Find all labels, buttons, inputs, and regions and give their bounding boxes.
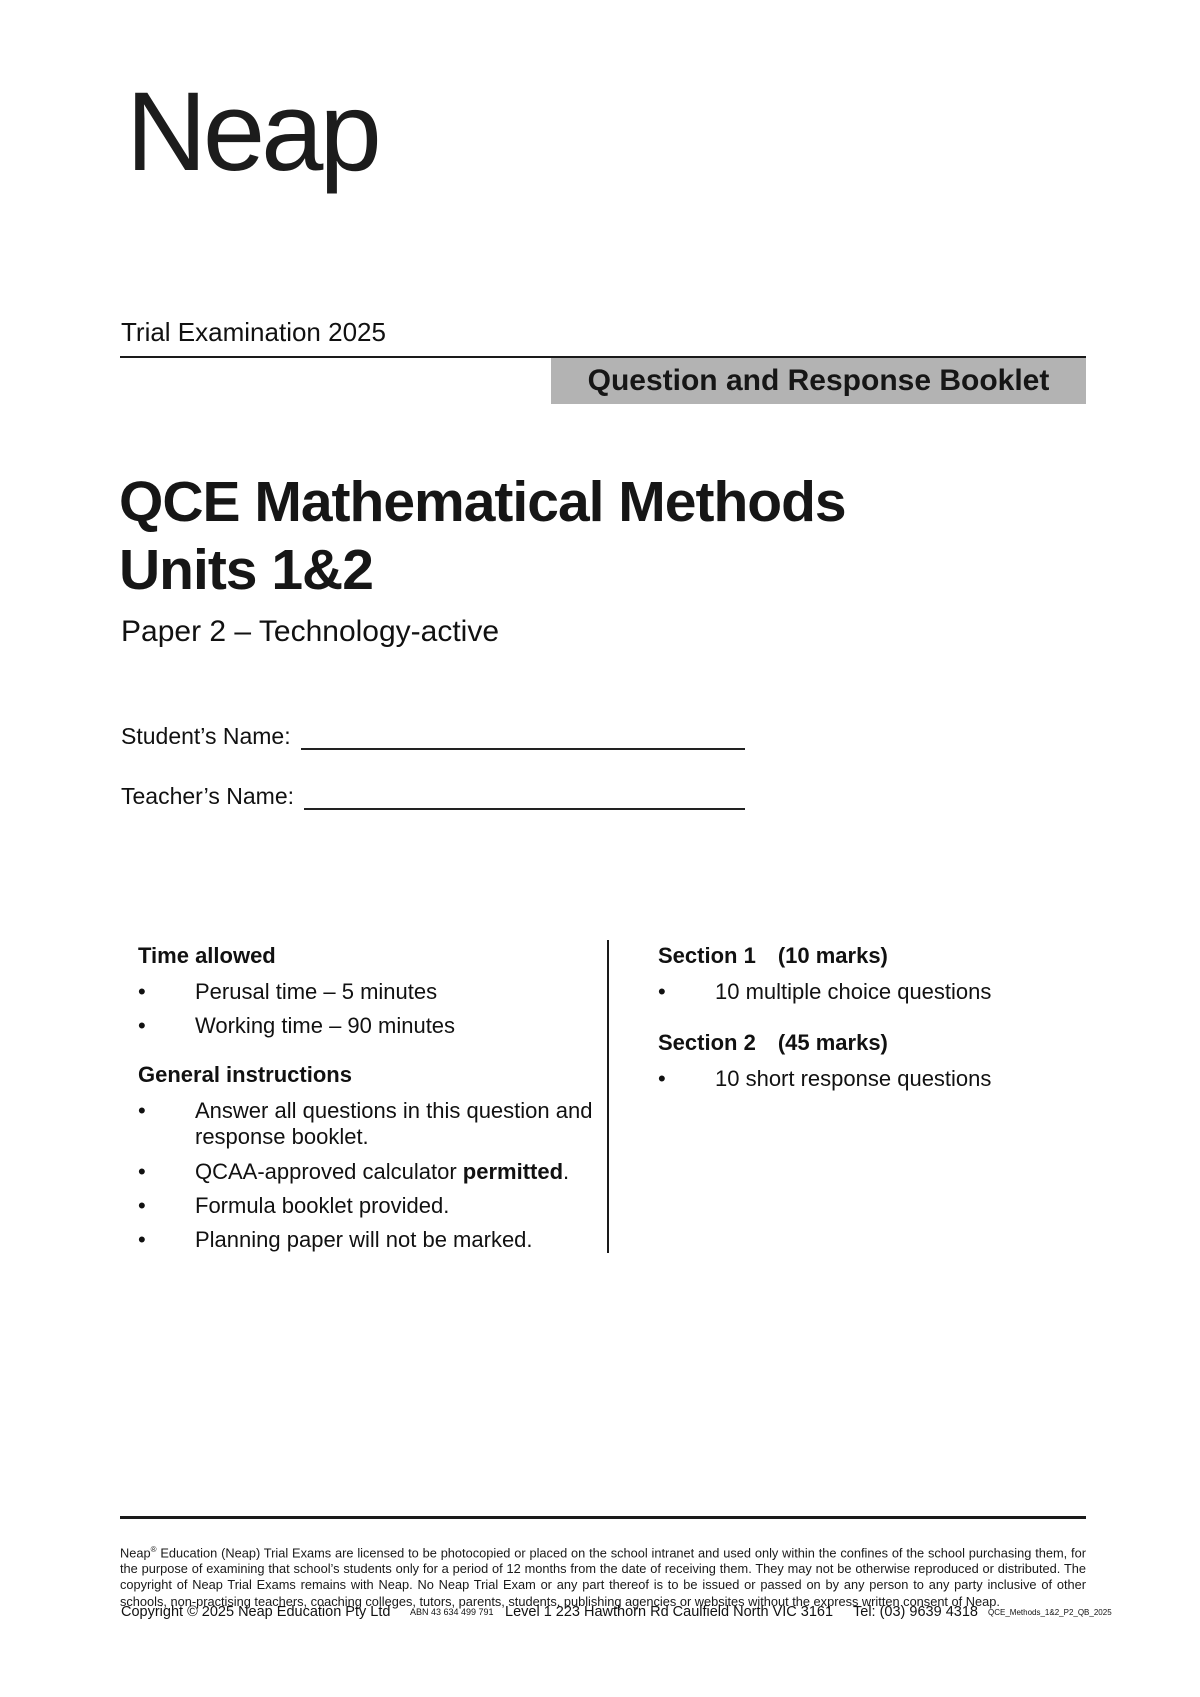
exam-title bbox=[119, 468, 846, 604]
exam-series-title: Trial Examination 2025 bbox=[121, 317, 386, 347]
section-2-heading bbox=[658, 1029, 1098, 1057]
teacher-name-field bbox=[121, 780, 745, 810]
list-item bbox=[138, 1159, 593, 1185]
bullet-icon: • bbox=[138, 1013, 146, 1038]
list-item bbox=[138, 1193, 593, 1219]
section-2-item: 10 short response questions bbox=[715, 1066, 992, 1091]
section-2-marks: (45 marks) bbox=[777, 1030, 888, 1055]
calculator-text: QCAA-approved calculator bbox=[195, 1159, 463, 1184]
list-item bbox=[138, 1013, 593, 1039]
footer-rule bbox=[120, 1516, 1086, 1519]
abn-text: ABN 43 634 499 791 bbox=[410, 1607, 494, 1617]
section-2-title: Section 2 bbox=[658, 1030, 756, 1055]
calculator-permitted-bold: permitted bbox=[462, 1159, 564, 1184]
general-instructions-heading: General instructions bbox=[138, 1062, 352, 1087]
student-name-field bbox=[121, 720, 745, 750]
instructions-right-column bbox=[658, 942, 1098, 1092]
bullet-icon: • bbox=[658, 979, 666, 1004]
copyright-row bbox=[0, 1596, 1200, 1622]
license-text: Education (Neap) Trial Exams are licensed to be photocopied or placed on the school intranet and used only within the confines of the school purchasing them, for the purpose of examining that school’s students only for a period of 12 months from the date of receiving them. They may not be otherwise reproduced or distributed. The copyright of Neap Trial Exams remains with Neap. No Neap Trial Exam or any part thereof is to be issued or passed on by any person to any party inclusive of other schools, non-practising teachers, coaching colleges, tutors, parents, students, publishing agencies or websites without the express written consent of Neap. bbox=[120, 1545, 1086, 1609]
paper-subtitle: Paper 2 – Technology-active bbox=[121, 615, 500, 648]
teacher-name-line[interactable] bbox=[304, 782, 745, 810]
section-1-item: 10 multiple choice questions bbox=[715, 979, 992, 1004]
general-item-formula: Formula booklet provided. bbox=[195, 1193, 450, 1218]
instructions-left-column bbox=[138, 942, 593, 1253]
bullet-icon: • bbox=[138, 1159, 146, 1184]
list-item bbox=[138, 979, 593, 1005]
section-1-heading bbox=[658, 942, 1098, 970]
address-text: Level 1 223 Hawthorn Rd Caulfield North VIC 3161 bbox=[505, 1604, 834, 1620]
neap-logo: Neap bbox=[126, 69, 378, 194]
bullet-icon: • bbox=[658, 1066, 666, 1091]
list-item bbox=[138, 1098, 593, 1150]
section-1-marks: (10 marks) bbox=[777, 943, 888, 968]
registered-trademark-icon: ® bbox=[150, 1544, 157, 1554]
list-item bbox=[658, 1066, 1098, 1092]
time-item-working: Working time – 90 minutes bbox=[195, 1013, 456, 1038]
bullet-icon: • bbox=[138, 979, 146, 1004]
list-item bbox=[658, 979, 1098, 1005]
list-item bbox=[138, 1227, 593, 1253]
column-divider bbox=[607, 940, 609, 1253]
time-item-perusal: Perusal time – 5 minutes bbox=[195, 979, 438, 1004]
bullet-icon: • bbox=[138, 1098, 146, 1123]
copyright-text: Copyright © 2025 Neap Education Pty Ltd bbox=[121, 1604, 391, 1620]
exam-title-line-1: QCE Mathematical Methods bbox=[119, 470, 846, 534]
general-item-planning: Planning paper will not be marked. bbox=[195, 1227, 533, 1252]
student-name-line[interactable] bbox=[301, 722, 745, 750]
bullet-icon: • bbox=[138, 1193, 146, 1218]
calculator-period: . bbox=[563, 1159, 570, 1184]
general-item-answer-line-2: response booklet. bbox=[195, 1124, 369, 1149]
general-item-answer-line-1: Answer all questions in this question and bbox=[195, 1098, 593, 1123]
general-item-calculator bbox=[195, 1159, 593, 1185]
general-item-answer bbox=[195, 1098, 593, 1150]
telephone-text: Tel: (03) 9639 4318 bbox=[853, 1604, 978, 1620]
exam-title-line-2: Units 1&2 bbox=[119, 538, 373, 602]
teacher-name-label: Teacher’s Name: bbox=[121, 783, 295, 809]
time-allowed-heading: Time allowed bbox=[138, 943, 276, 968]
document-code: QCE_Methods_1&2_P2_QB_2025 bbox=[988, 1608, 1112, 1617]
bullet-icon: • bbox=[138, 1227, 146, 1252]
license-brand: Neap bbox=[120, 1545, 151, 1561]
section-1-title: Section 1 bbox=[658, 943, 756, 968]
student-name-label: Student’s Name: bbox=[121, 723, 291, 749]
booklet-type-banner: Question and Response Booklet bbox=[551, 358, 1086, 404]
